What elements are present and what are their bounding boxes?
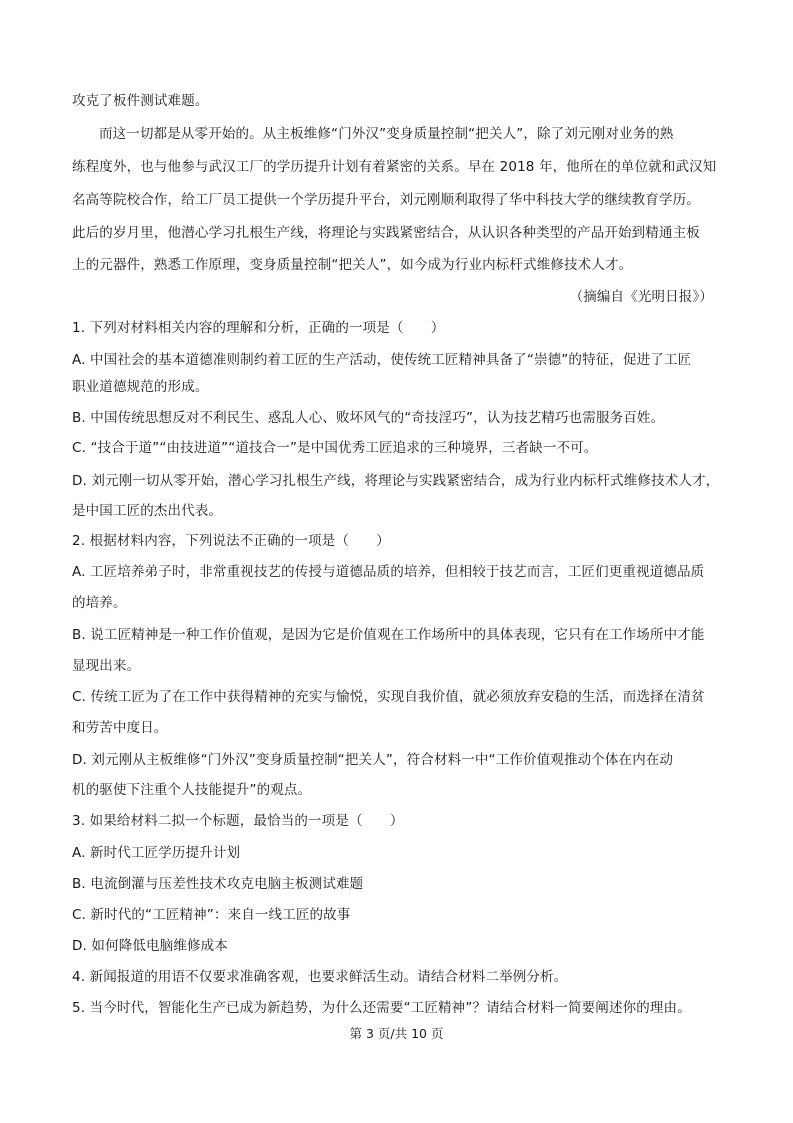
material-line: 上的元器件，熟悉工作原理，变身质量控制“把关人”，如今成为行业内标杆式维修技术人才。 — [72, 257, 633, 273]
question-2-option-c-cont: 和劳苦中度日。 — [72, 720, 168, 736]
material-line: 此后的岁月里，他潜心学习扎根生产线，将理论与实践紧密结合，从认识各种类型的产品开始到精通主板 — [72, 225, 700, 241]
question-4: 4. 新闻报道的用语不仅要求准确客观，也要求鲜活生动。请结合材料二举例分析。 — [72, 969, 568, 985]
question-2-stem: 2. 根据材料内容，下列说法不正确的一项是（ ） — [72, 533, 390, 549]
question-1-option-a-cont: 职业道德规范的形成。 — [72, 379, 209, 395]
question-1-option-c: C. “技合于道”“由技进道”“道技合一”是中国优秀工匠追求的三种境界，三者缺一不可。 — [72, 440, 598, 456]
question-2-option-d-cont: 机的驱使下注重个人技能提升”的观点。 — [72, 782, 312, 798]
question-3-option-d: D. 如何降低电脑维修成本 — [72, 938, 228, 954]
question-1-option-a: A. 中国社会的基本道德准则制约着工匠的生产活动，使传统工匠精神具备了“崇德”的特征，促进了工匠 — [72, 352, 692, 368]
question-2-option-a: A. 工匠培养弟子时，非常重视技艺的传授与道德品质的培养，但相较于技艺而言，工匠们更重视道德品质 — [72, 564, 705, 580]
material-source: （摘编自《光明日报》） — [569, 289, 713, 305]
question-2-option-d: D. 刘元刚从主板维修“门外汉”变身质量控制“把关人”，符合材料一中“工作价值观推动个体在内在动 — [72, 752, 674, 768]
question-1-option-d: D. 刘元刚一切从零开始，潜心学习扎根生产线，将理论与实践紧密结合，成为行业内标杆式维修技术人才， — [72, 473, 720, 489]
question-2-option-a-cont: 的培养。 — [72, 595, 127, 611]
question-1-option-d-cont: 是中国工匠的杰出代表。 — [72, 503, 223, 519]
question-1-option-b: B. 中国传统思想反对不利民生、惑乱人心、败坏风气的“奇技淫巧”，认为技艺精巧也需服务百姓。 — [72, 410, 665, 426]
question-3-option-c: C. 新时代的“工匠精神”：来自一线工匠的故事 — [72, 907, 351, 923]
question-1-stem: 1. 下列对材料相关内容的理解和分析，正确的一项是（ ） — [72, 320, 445, 336]
question-2-option-c: C. 传统工匠为了在工作中获得精神的充实与愉悦，实现自我价值，就必须放弃安稳的生活，而选择在清贫 — [72, 689, 705, 705]
question-2-option-b-cont: 显现出来。 — [72, 658, 141, 674]
question-3-option-b: B. 电流倒灌与压差性技术攻克电脑主板测试难题 — [72, 876, 364, 892]
material-line: 攻克了板件测试难题。 — [72, 93, 209, 109]
question-2-option-b: B. 说工匠精神是一种工作价值观，是因为它是价值观在工作场所中的具体表现，它只有在工作场所中才能 — [72, 627, 705, 643]
question-5: 5. 当今时代，智能化生产已成为新趋势，为什么还需要“工匠精神”？请结合材料一简要阐述你的理由。 — [72, 1000, 691, 1016]
material-line: 练程度外，也与他参与武汉工厂的学历提升计划有着紧密的关系。早在 2018 年，他所在的单位就和武汉知 — [72, 159, 717, 175]
material-paragraph-start: 而这一切都是从零开始的。从主板维修“门外汉”变身质量控制“把关人”，除了刘元刚对业务的熟 — [99, 126, 674, 142]
question-3-option-a: A. 新时代工匠学历提升计划 — [72, 845, 241, 861]
material-line: 名高等院校合作，给工厂员工提供一个学历提升平台，刘元刚顺利取得了华中科技大学的继续教育学历。 — [72, 192, 700, 208]
question-3-stem: 3. 如果给材料二拟一个标题，最恰当的一项是（ ） — [72, 813, 404, 829]
page-number-footer: 第 3 页/共 10 页 — [349, 1026, 444, 1041]
